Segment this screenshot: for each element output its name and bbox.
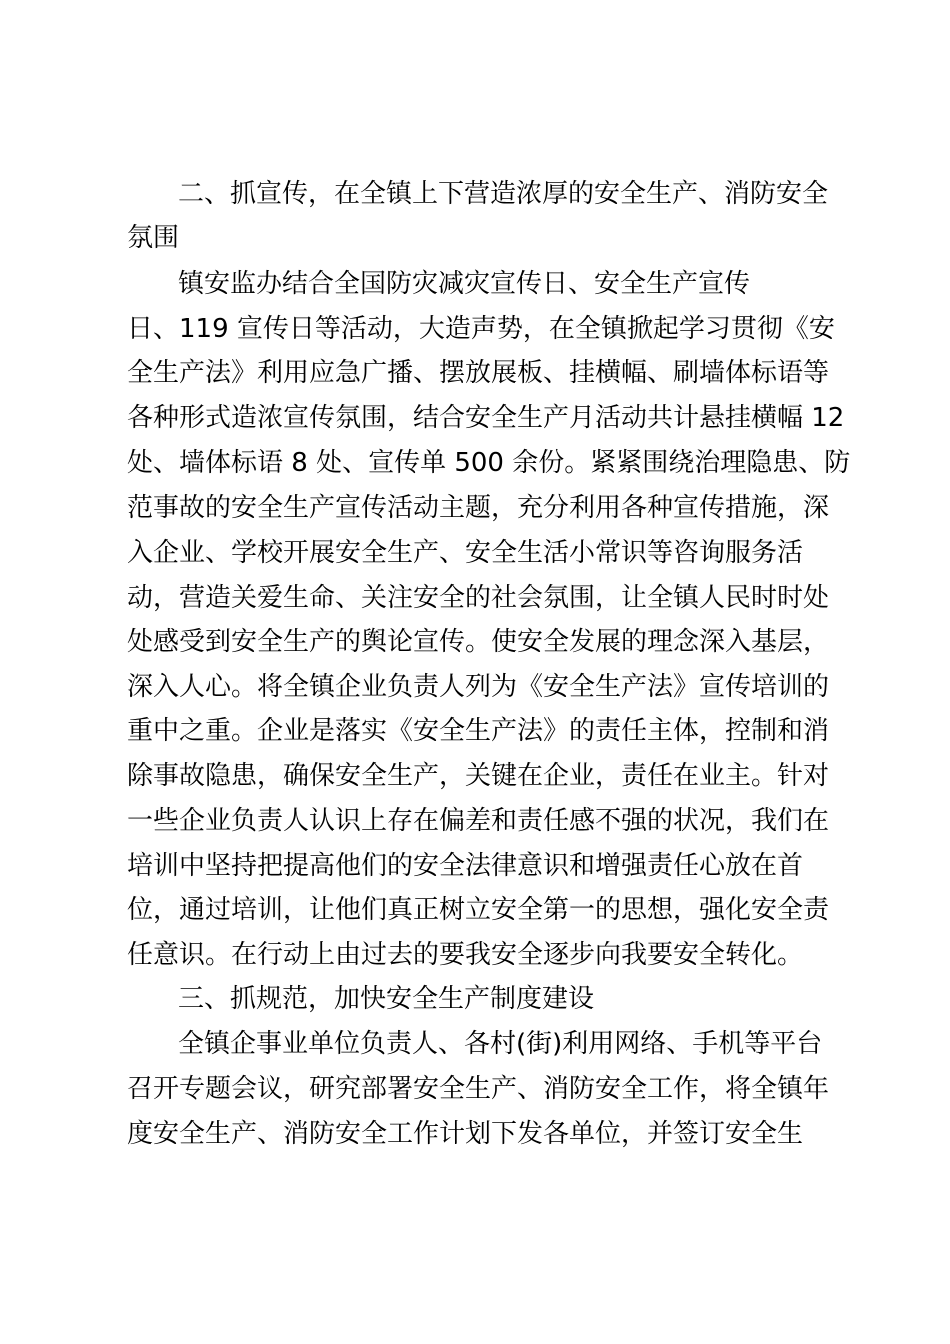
paragraph-line: 全镇企事业单位负责人、各村(街)利用网络、手机等平台 <box>178 1029 823 1059</box>
section-heading-standards: 三、抓规范，加快安全生产制度建设 <box>178 984 595 1014</box>
section-heading-publicity: 二、抓宣传，在全镇上下营造浓厚的安全生产、消防安全 <box>178 179 829 209</box>
paragraph-line: 日、119 宣传日等活动，大造声势，在全镇掀起学习贯彻《安 <box>127 314 835 344</box>
paragraph-line: 度安全生产、消防安全工作计划下发各单位，并签订安全生 <box>127 1119 804 1149</box>
paragraph-line: 除事故隐患，确保安全生产，关键在企业，责任在业主。针对 <box>127 761 830 791</box>
paragraph-line: 镇安监办结合全国防灾减灾宣传日、安全生产宣传 <box>178 269 751 299</box>
paragraph-line: 召开专题会议，研究部署安全生产、消防安全工作，将全镇年 <box>127 1074 830 1104</box>
paragraph-line: 全生产法》利用应急广播、摆放展板、挂横幅、刷墙体标语等 <box>127 358 830 388</box>
paragraph-line: 一些企业负责人认识上存在偏差和责任感不强的状况，我们在 <box>127 806 830 836</box>
section-heading-publicity-cont: 氛围 <box>127 223 180 253</box>
paragraph-line: 位，通过培训，让他们真正树立安全第一的思想，强化安全责 <box>127 895 830 925</box>
paragraph-line: 处、墙体标语 8 处、宣传单 500 余份。紧紧围绕治理隐患、防 <box>127 448 851 478</box>
paragraph-line: 培训中坚持把提高他们的安全法律意识和增强责任心放在首 <box>127 851 804 881</box>
paragraph-line: 范事故的安全生产宣传活动主题，充分利用各种宣传措施，深 <box>127 493 830 523</box>
paragraph-line: 入企业、学校开展安全生产、安全生活小常识等咨询服务活 <box>127 538 804 568</box>
paragraph-line: 动，营造关爱生命、关注安全的社会氛围，让全镇人民时时处 <box>127 583 830 613</box>
paragraph-line: 任意识。在行动上由过去的要我安全逐步向我要安全转化。 <box>127 940 804 970</box>
paragraph-line: 处感受到安全生产的舆论宣传。使安全发展的理念深入基层， <box>127 627 830 657</box>
paragraph-line: 重中之重。企业是落实《安全生产法》的责任主体，控制和消 <box>127 716 830 746</box>
paragraph-line: 深入人心。将全镇企业负责人列为《安全生产法》宣传培训的 <box>127 672 830 702</box>
paragraph-line: 各种形式造浓宣传氛围，结合安全生产月活动共计悬挂横幅 12 <box>127 403 845 433</box>
